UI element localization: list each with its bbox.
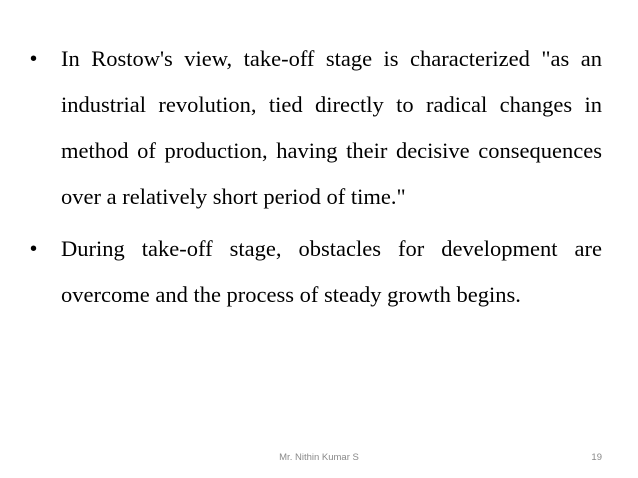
bullet-dot-icon: • <box>30 238 38 260</box>
bullet-item <box>28 226 602 318</box>
bullet-text: During take-off stage, obstacles for development are overcome and the process of steady growth begins. <box>61 236 602 307</box>
bullet-dot-icon: • <box>30 48 38 70</box>
bullet-text: In Rostow's view, take-off stage is characterized "as an industrial revolution, tied directly to radical changes in method of production, having their decisive consequences over a relatively short period of time." <box>61 46 602 209</box>
page-number: 19 <box>591 452 602 463</box>
bullet-item <box>28 36 602 220</box>
footer-author: Mr. Nithin Kumar S <box>279 452 359 463</box>
bullet-list <box>28 36 602 324</box>
